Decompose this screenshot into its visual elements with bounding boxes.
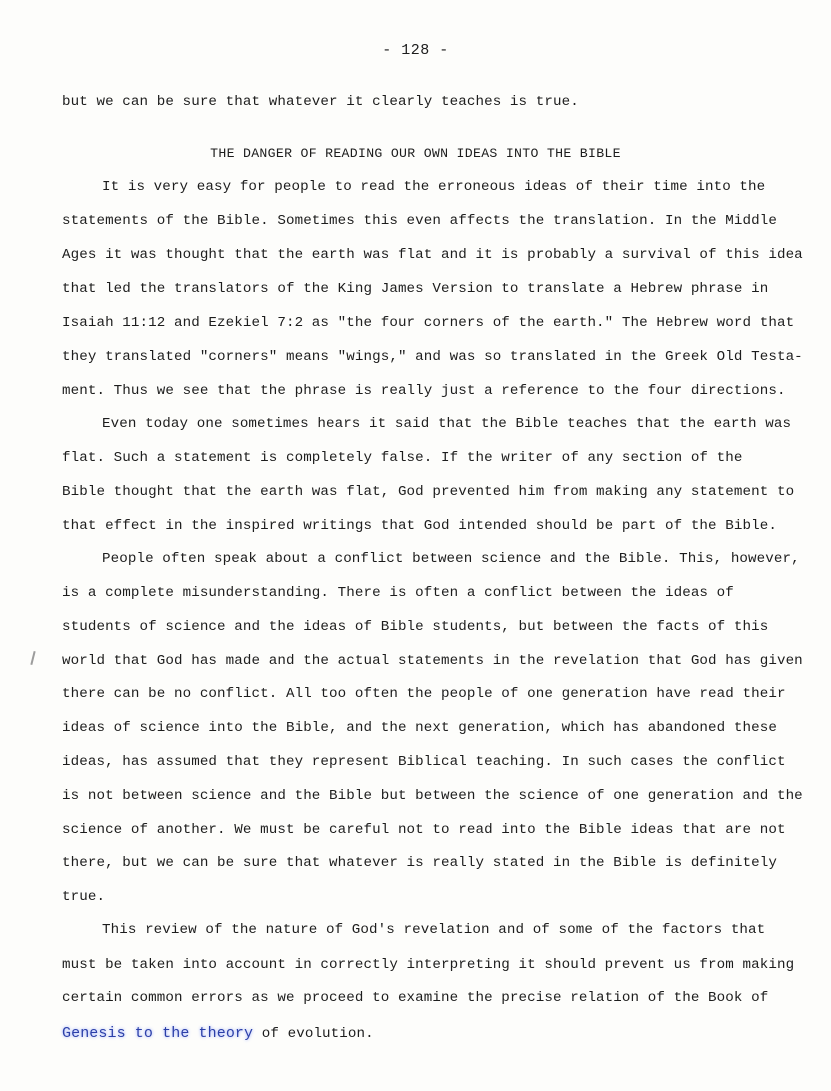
text-line: there can be no conflict. All too often the people of one generation have read their (62, 686, 786, 702)
page-number: - 128 - (382, 42, 449, 59)
text-line-last (62, 1024, 797, 1044)
text-line: that effect in the inspired writings that God intended should be part of the Bible. (62, 518, 777, 534)
highlighted-text: Genesis to the theory (62, 1025, 254, 1042)
text-line: ideas of science into the Bible, and the next generation, which has abandoned these (62, 720, 777, 736)
text-line: Ages it was thought that the earth was flat and it is probably a survival of this idea (62, 247, 803, 263)
text-line: must be taken into account in correctly interpreting it should prevent us from making (62, 957, 795, 973)
text-line: It is very easy for people to read the erroneous ideas of their time into the (102, 179, 766, 195)
text-line: Isaiah 11:12 and Ezekiel 7:2 as "the four corners of the earth." The Hebrew word that (62, 315, 795, 331)
text-line: flat. Such a statement is completely false. If the writer of any section of the (62, 450, 743, 466)
text-line: is a complete misunderstanding. There is often a conflict between the ideas of (62, 585, 734, 601)
section-heading: THE DANGER OF READING OUR OWN IDEAS INTO THE BIBLE (210, 146, 621, 161)
text-line: but we can be sure that whatever it clearly teaches is true. (62, 94, 579, 110)
text-line: they translated "corners" means "wings," and was so translated in the Greek Old Testa- (62, 349, 803, 365)
text-line: This review of the nature of God's revelation and of some of the factors that (102, 922, 766, 938)
text-line: ment. Thus we see that the phrase is really just a reference to the four directions. (62, 383, 786, 399)
text-line: science of another. We must be careful not to read into the Bible ideas that are not (62, 822, 786, 838)
text-line: is not between science and the Bible but between the science of one generation and the (62, 788, 803, 804)
text-line-tail: of evolution. (253, 1026, 374, 1042)
text-line: students of science and the ideas of Bible students, but between the facts of this (62, 619, 769, 635)
text-line: there, but we can be sure that whatever is really stated in the Bible is definitely (62, 855, 777, 871)
text-line: that led the translators of the King James Version to translate a Hebrew phrase in (62, 281, 769, 297)
text-line: ideas, has assumed that they represent Biblical teaching. In such cases the conflict (62, 754, 786, 770)
text-line: People often speak about a conflict between science and the Bible. This, however, (102, 551, 800, 567)
text-line: statements of the Bible. Sometimes this even affects the translation. In the Middle (62, 213, 777, 229)
text-line: world that God has made and the actual statements in the revelation that God has given (62, 653, 803, 669)
scan-mark (30, 651, 35, 665)
text-line: certain common errors as we proceed to examine the precise relation of the Book of (62, 990, 769, 1006)
text-line: Even today one sometimes hears it said that the Bible teaches that the earth was (102, 416, 792, 432)
text-line: true. (62, 889, 106, 905)
text-line: Bible thought that the earth was flat, God prevented him from making any statement to (62, 484, 795, 500)
